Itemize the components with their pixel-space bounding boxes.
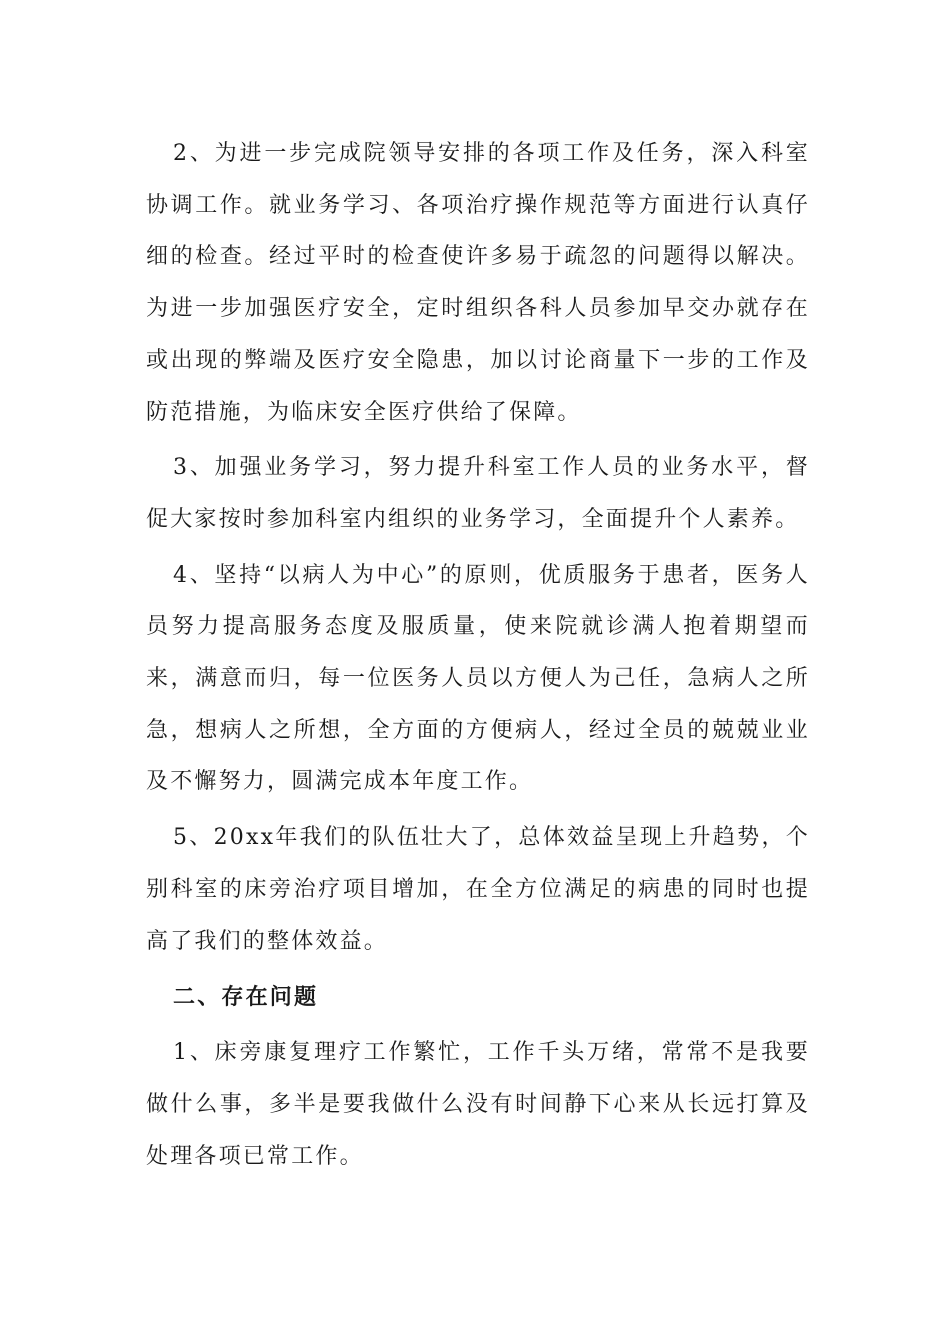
paragraph-5: 5、20xx年我们的队伍壮大了，总体效益呈现上升趋势，个别科室的床旁治疗项目增加，在全方位满足的病患的同时也提高了我们的整体效益。 xyxy=(146,825,810,954)
paragraph-2: 2、为进一步完成院领导安排的各项工作及任务，深入科室协调工作。就业务学习、各项治疗操作规范等方面进行认真仔细的检查。经过平时的检查使许多易于疏忽的问题得以解决。为进一步加强医疗安全，定时组织各科人员参加早交办就存在或出现的弊端及医疗安全隐患，加以讨论商量下一步的工作及防范措施，为临床安全医疗供给了保障。 xyxy=(146,141,810,425)
section-heading: 二、存在问题 xyxy=(173,984,319,1011)
document-body xyxy=(146,128,810,1182)
paragraph-4: 4、坚持“以病人为中心”的原则，优质服务于患者，医务人员努力提高服务态度及服质量，使来院就诊满人抱着期望而来，满意而归，每一位医务人员以方便人为己任，急病人之所急，想病人之所想，全方面的方便病人，经过全员的兢兢业业及不懈努力，圆满完成本年度工作。 xyxy=(146,562,810,795)
section-paragraph-1: 1、床旁康复理疗工作繁忙，工作千头万绪，常常不是我要做什么事，多半是要我做什么没有时间静下心来从长远打算及处理各项已常工作。 xyxy=(146,1040,810,1169)
paragraph-3: 3、加强业务学习，努力提升科室工作人员的业务水平，督促大家按时参加科室内组织的业务学习，全面提升个人素养。 xyxy=(146,455,810,532)
